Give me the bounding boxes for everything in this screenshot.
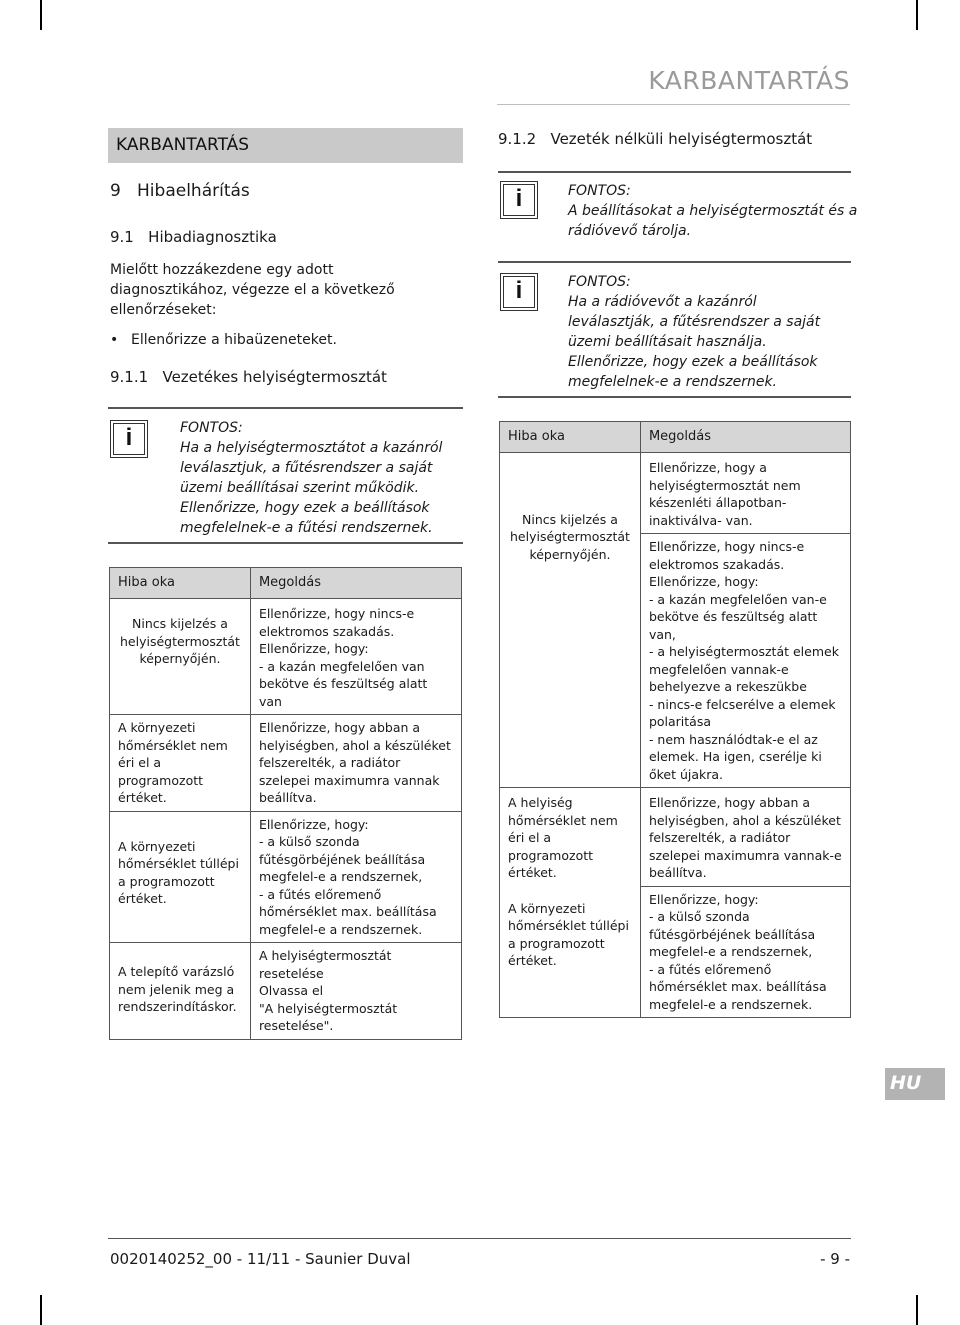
note-rule-top [108,407,463,409]
table-header-row [110,568,462,599]
column-header-cause: Hiba oka [500,422,641,453]
intro-paragraph: Mielőtt hozzákezdene egy adott diagnosztikához, végezze el a következő ellenőrzéseket: [110,262,395,318]
solution-cell: Ellenőrizze, hogy: - a külső szonda fűtésgörbéjének beállítása megfelel-e a rendszernek, - a fűtés előremenő hőmérséklet max. beállítása megfelel-e a rendszernek. [640,886,850,1018]
crop-mark [40,1295,42,1325]
table-row [500,788,851,887]
solution-cell: Ellenőrizze, hogy nincs-e elektromos szakadás. Ellenőrizze, hogy: - a kazán megfelelően van-e bekötve és feszültség alatt van, - a helyiségtermosztát elemek megfelelően vannak-e behelyezve a rekeszükbe - nincs-e felcserélve a elemek polaritása - nem használódtak-e el az elemek. Ha igen, cserélje ki őket újakra. [640,534,850,788]
cause-text: A környezeti hőmérséklet túllépi a programozott értéket. [508,900,629,968]
cause-cell: Nincs kijelzés a helyiségtermosztát képernyőjén. [110,599,251,715]
troubleshooting-table-wired [109,567,462,1040]
solution-cell: Ellenőrizze, hogy: - a külső szonda fűtésgörbéjének beállítása megfelel-e a rendszernek, - a fűtés előremenő hőmérséklet max. beállítása megfelel-e a rendszernek. [250,811,461,943]
bullet-marker: • [110,332,119,348]
table-row [500,453,851,534]
note1-rule-top [498,171,851,173]
crop-mark [40,0,42,30]
bullet-item: Ellenőrizze a hibaüzeneteket. [131,332,337,348]
heading-9-1: 9.1 Hibadiagnosztika [110,228,277,246]
page-number: - 9 - [820,1250,850,1268]
solution-cell: Ellenőrizze, hogy a helyiségtermosztát nem készenléti állapotban-inaktiválva- van. [640,453,850,534]
language-badge [885,1068,945,1100]
note-body: Ha a helyiségtermosztátot a kazánról leválasztjuk, a fűtésrendszer a saját üzemi beállításai szerint működik. Ellenőrizze, hogy ezek a beállítások megfelelnek-e a fűtési rendszernek. [180,440,443,536]
solution-cell: A helyiségtermosztát resetelése Olvassa el "A helyiségtermosztát resetelése". [250,943,461,1040]
table-row [110,599,462,715]
header-divider [497,104,850,105]
note-title: FONTOS: [180,420,243,436]
footer-divider [108,1238,851,1239]
table-row [110,715,462,812]
cause-cell: A környezeti hőmérséklet túllépi a programozott értéket. [110,811,251,943]
solution-cell: Ellenőrizze, hogy abban a helyiségben, ahol a készüléket felszerelték, a radiátor szelepei maximumra vannak beállítva. [250,715,461,812]
section-bar-label: KARBANTARTÁS [116,135,250,155]
cause-cell: A telepítő varázsló nem jelenik meg a rendszerindításkor. [110,943,251,1040]
solution-cell: Ellenőrizze, hogy abban a helyiségben, ahol a készüléket felszerelték, a radiátor szelepei maximumra vannak-e beállítva. [640,788,850,887]
column-header-solution: Megoldás [640,422,850,453]
solution-cell: Ellenőrizze, hogy nincs-e elektromos szakadás. Ellenőrizze, hogy: - a kazán megfelelően van bekötve és feszültség alatt van [250,599,461,715]
footer-document-id: 0020140252_00 - 11/11 - Saunier Duval [110,1250,411,1268]
note2-rule-bottom [498,396,851,398]
note-rule-bottom [108,542,463,544]
page-header-title: KARBANTARTÁS [648,66,850,95]
language-badge-label: HU [890,1072,922,1094]
cause-cell [500,788,641,1018]
note2-title: FONTOS: [568,274,631,290]
crop-mark [916,1295,918,1325]
note1-title: FONTOS: [568,183,631,199]
heading-9-1-2: 9.1.2 Vezeték nélküli helyiségtermosztát [498,130,813,148]
cause-cell: Nincs kijelzés a helyiségtermosztát képernyőjén. [500,453,641,788]
note2-body: Ha a rádióvevőt a kazánról leválasztják, a fűtésrendszer a saját üzemi beállításait használja. Ellenőrizze, hogy ezek a beállítások megfelelnek-e a rendszernek. [568,294,821,390]
crop-mark [916,0,918,30]
info-icon: i [500,181,538,219]
cause-text: A helyiség hőmérséklet nem éri el a programozott értéket. [508,795,618,880]
info-icon: i [500,273,538,311]
cause-cell: A környezeti hőmérséklet nem éri el a programozott értéket. [110,715,251,812]
heading-9: 9 Hibaelhárítás [110,181,250,201]
section-bar [108,128,463,163]
note1-body: A beállításokat a helyiségtermosztát és a rádióvevő tárolja. [568,203,858,239]
table-row [110,811,462,943]
note1-rule-bottom [498,261,851,263]
info-icon: i [110,420,148,458]
table-header-row [500,422,851,453]
troubleshooting-table-wireless [499,421,851,1018]
column-header-cause: Hiba oka [110,568,251,599]
column-header-solution: Megoldás [250,568,461,599]
table-row [110,943,462,1040]
heading-9-1-1: 9.1.1 Vezetékes helyiségtermosztát [110,368,387,386]
